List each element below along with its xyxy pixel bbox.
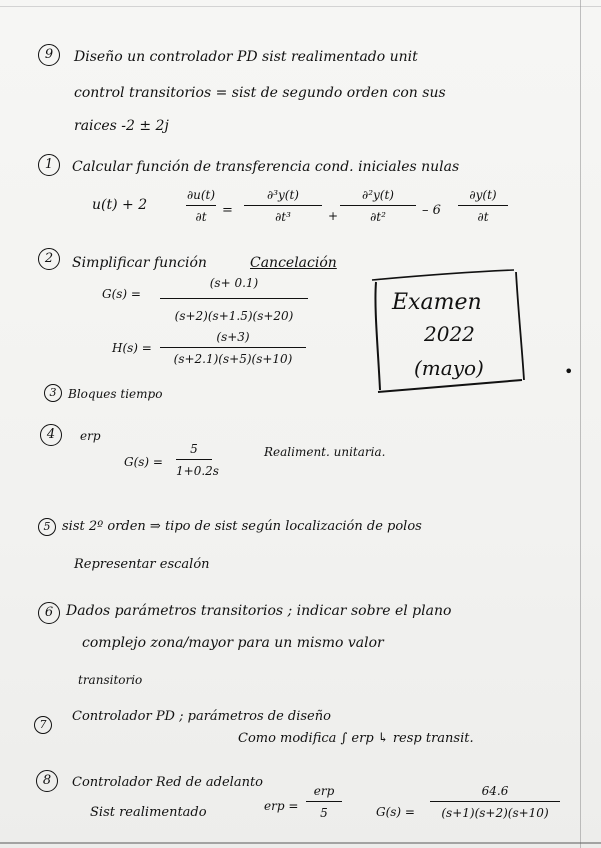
item-number-7: 7	[34, 716, 52, 734]
item-number-2: 2	[38, 248, 60, 270]
item-2-g1-label: G(s) =	[102, 287, 141, 301]
item-8-erp-frac	[306, 784, 342, 820]
frac-3-den: ∂t²	[370, 210, 386, 225]
frac-bar	[160, 298, 308, 299]
g-num: 5	[190, 442, 198, 456]
frac-bar	[244, 205, 322, 206]
item-7-line-1: Controlador PD ; parámetros de diseño	[72, 709, 331, 724]
item-8-g-label: G(s) =	[376, 805, 415, 819]
h-den: (s+2.1)(s+5)(s+10)	[173, 352, 293, 367]
item-6-line-2: complejo zona/mayor para un mismo valor	[82, 635, 384, 651]
g1-den: (s+2)(s+1.5)(s+20)	[174, 309, 294, 324]
stray-dot: •	[564, 362, 574, 381]
g8-num: 64.6	[481, 784, 509, 798]
item-number-9: 9	[38, 44, 60, 66]
g8-den: (s+1)(s+2)(s+10)	[441, 806, 549, 821]
item-9-line-1: Diseño un controlador PD sist realimentado unit	[74, 49, 418, 65]
item-number-4: 4	[40, 424, 62, 446]
item-9-line-3: raices -2 ± 2j	[74, 118, 169, 134]
exam-title: Examen	[392, 290, 482, 315]
item-number-6: 6	[38, 602, 60, 624]
item-7-line-2: Como modifica ∫ erp ↳ resp transit.	[238, 731, 474, 746]
item-4-frac	[176, 442, 219, 479]
frac-bar	[306, 801, 342, 802]
exam-month: (mayo)	[414, 356, 484, 380]
item-1-line-1: Calcular función de transferencia cond. iniciales nulas	[72, 159, 460, 175]
item-number-5: 5	[38, 518, 56, 536]
g1-num: (s+ 0.1)	[209, 276, 259, 290]
frac-1-den: ∂t	[195, 210, 207, 225]
item-2-frac-h	[160, 330, 306, 366]
frac-bar	[458, 205, 508, 206]
h-num: (s+3)	[216, 330, 250, 344]
page-right-edge	[580, 0, 581, 848]
item-8-erp-label: erp =	[264, 799, 299, 813]
item-1-frac-2	[244, 188, 322, 224]
erp-den: 5	[320, 806, 328, 821]
frac-4-den: ∂t	[477, 210, 489, 225]
plus-sign: +	[328, 209, 339, 223]
item-9-line-2: control transitorios = sist de segundo orden con sus	[74, 85, 446, 101]
item-8-line-1: Controlador Red de adelanto	[72, 775, 263, 790]
frac-bar	[430, 801, 560, 802]
item-2-h-label: H(s) =	[112, 341, 152, 355]
page-bottom-edge	[0, 842, 601, 844]
frac-bar	[176, 459, 212, 460]
item-number-1: 1	[38, 154, 60, 176]
item-number-8: 8	[36, 770, 58, 792]
frac-bar	[340, 205, 416, 206]
item-4-line-1: erp	[80, 429, 101, 443]
frac-1-num: ∂u(t)	[186, 188, 216, 202]
frac-3-num: ∂²y(t)	[362, 188, 394, 202]
frac-2-den: ∂t³	[275, 210, 291, 225]
g-den: 1+0.2s	[176, 464, 219, 479]
item-5-line-1: sist 2º orden ⇒ tipo de sist según localización de polos	[62, 519, 422, 534]
exam-year: 2022	[424, 322, 475, 346]
item-1-frac-3	[340, 188, 416, 224]
item-5-line-2: Representar escalón	[74, 557, 210, 572]
item-2-cancelacion: Cancelación	[250, 255, 337, 271]
minus-six: – 6	[422, 203, 441, 218]
page-top-edge	[0, 6, 601, 7]
item-3-line-1: Bloques tiempo	[68, 387, 163, 401]
item-1-eq-lhs: u(t) + 2	[92, 197, 148, 213]
item-2-line-1: Simplificar función	[72, 255, 207, 271]
item-1-frac-4	[458, 188, 508, 224]
frac-bar	[160, 347, 306, 348]
item-4-g-label: G(s) =	[124, 455, 163, 469]
frac-bar	[186, 205, 216, 206]
item-6-line-3: transitorio	[78, 673, 143, 687]
item-number-3: 3	[44, 384, 62, 402]
item-6-line-1: Dados parámetros transitorios ; indicar sobre el plano	[66, 603, 452, 619]
item-8-g-frac	[430, 784, 560, 820]
item-2-frac-g1	[160, 276, 308, 323]
item-4-note: Realiment. unitaria.	[264, 445, 386, 459]
erp-num: erp	[313, 784, 335, 798]
frac-2-num: ∂³y(t)	[267, 188, 299, 202]
item-8-line-2: Sist realimentado	[90, 805, 207, 820]
frac-4-num: ∂y(t)	[469, 188, 497, 202]
item-1-frac-1	[186, 188, 216, 224]
equals-sign: =	[222, 203, 233, 218]
